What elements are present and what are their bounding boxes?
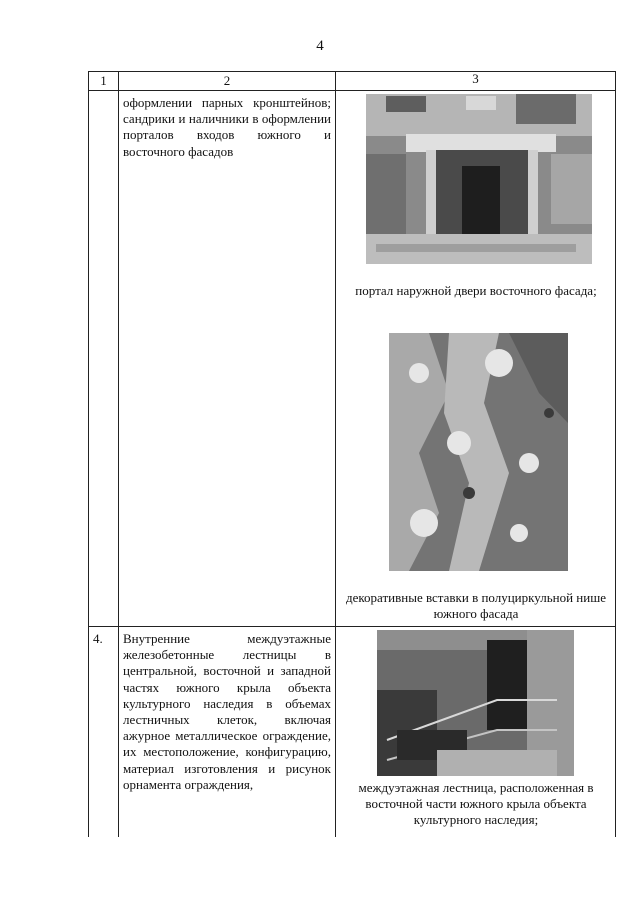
portal-door-photo xyxy=(366,94,592,264)
row-b-number: 4. xyxy=(93,631,103,646)
table-border-right xyxy=(615,71,616,837)
column-divider-2 xyxy=(335,71,336,837)
row-a-description: оформлении парных кронштейнов; сандрики и наличники в оформлении порталов входов южного и восточного фасадов xyxy=(123,95,331,159)
header-col-2: 2 xyxy=(223,73,231,88)
row-b-description: Внутренние междуэтажные железобетонные лестницы в центральной, восточной и западной частях южного крыла объекта культурного наследия в объемах лестничных клеток, включая ажурное металлическое ограждение, их местоположение, конфигурацию, материал изготовления и рисунок орнамента ограждения, xyxy=(123,631,331,792)
header-col-1: 1 xyxy=(100,73,107,88)
staircase-photo xyxy=(377,630,574,776)
header-col-3: 3 xyxy=(472,71,479,86)
column-divider-1 xyxy=(118,71,119,837)
row-divider xyxy=(88,626,616,627)
portal-door-caption: портал наружной двери восточного фасада; xyxy=(355,283,597,298)
header-divider xyxy=(88,90,616,91)
table-border-left xyxy=(88,71,89,837)
decorative-inserts-caption: декоративные вставки в полуциркульной нише южного фасада xyxy=(346,590,606,622)
staircase-caption: междуэтажная лестница, расположенная в восточной части южного крыла объекта культурного наследия; xyxy=(358,780,594,828)
page-number: 4 xyxy=(316,38,324,54)
decorative-inserts-photo xyxy=(389,333,568,571)
